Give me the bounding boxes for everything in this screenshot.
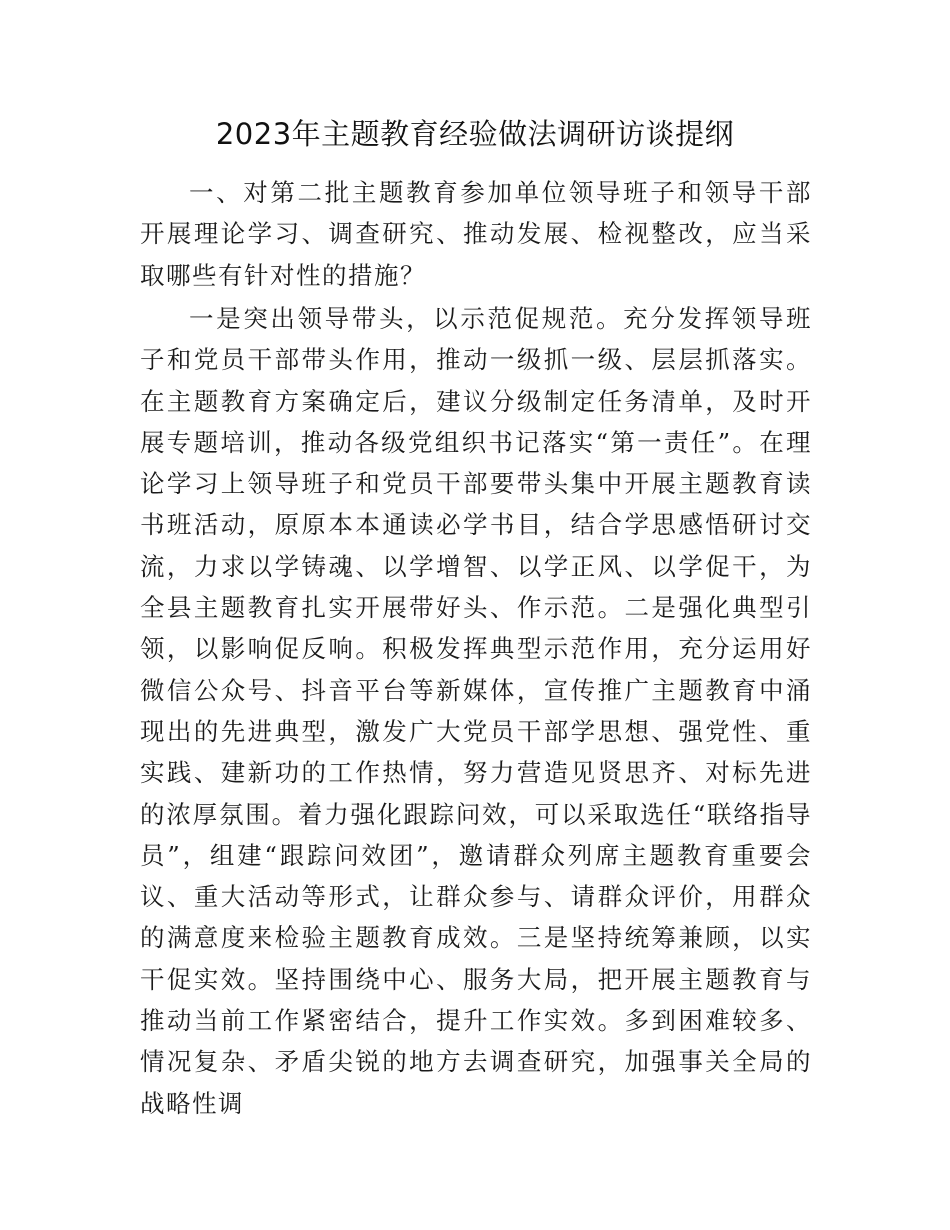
document-title: 2023年主题教育经验做法调研访谈提纲 — [215, 117, 735, 151]
answer-paragraph: 一是突出领导带头，以示范促规范。充分发挥领导班子和党员干部带头作用，推动一级抓一级、层层抓落实。在主题教育方案确定后，建议分级制定任务清单，及时开展专题培训，推动各级党组织书记落实“第一责任”。在理论学习上领导班子和党员干部要带头集中开展主题教育读书班活动，原原本本通读必学书目，结合学思感悟研讨交流，力求以学铸魂、以学增智、以学正风、以学促干，为全县主题教育扎实开展带好头、作示范。二是强化典型引领，以影响促反响。积极发挥典型示范作用，充分运用好微信公众号、抖音平台等新媒体，宣传推广主题教育中涌现出的先进典型，激发广大党员干部学思想、强党性、重实践、建新功的工作热情，努力营造见贤思齐、对标先进的浓厚氛围。着力强化跟踪问效，可以采取选任“联络指导员”，组建“跟踪问效团”，邀请群众列席主题教育重要会议、重大活动等形式，让群众参与、请群众评价，用群众的满意度来检验主题教育成效。三是坚持统筹兼顾，以实干促实效。坚持围绕中心、服务大局，把开展主题教育与推动当前工作紧密结合，提升工作实效。多到困难较多、情况复杂、矛盾尖锐的地方去调查研究，加强事关全局的战略性调 — [140, 304, 812, 1118]
question-paragraph: 一、对第二批主题教育参加单位领导班子和领导干部开展理论学习、调查研究、推动发展、检视整改，应当采取哪些有针对性的措施？ — [140, 178, 812, 290]
